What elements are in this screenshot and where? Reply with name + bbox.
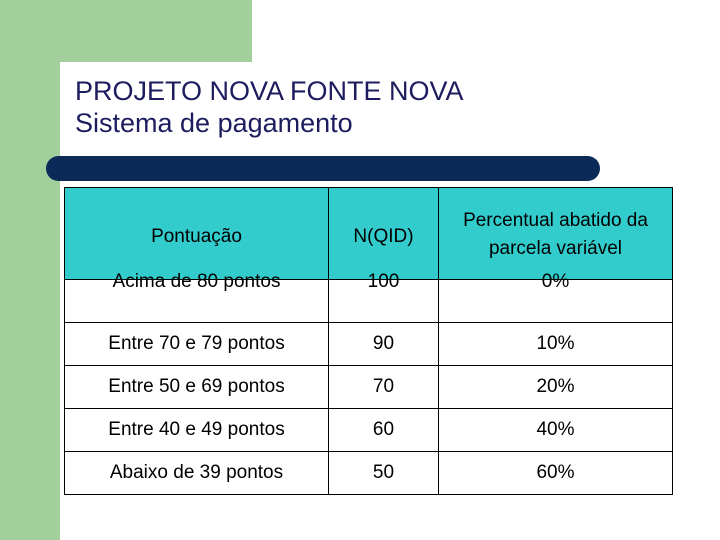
cell-percentual: 20% <box>439 366 673 409</box>
cell-nqid: 70 <box>329 366 439 409</box>
table-row <box>65 409 673 452</box>
cell-nqid: 100 <box>329 280 439 323</box>
table-row <box>65 366 673 409</box>
slide-title-line-1: PROJETO NOVA FONTE NOVA <box>75 76 464 106</box>
cell-nqid: 50 <box>329 452 439 495</box>
header-percentual: Percentual abatido da parcela variável <box>439 188 673 280</box>
left-accent-bar <box>0 0 60 540</box>
cell-percentual: 40% <box>439 409 673 452</box>
cell-nqid: 90 <box>329 323 439 366</box>
slide-title <box>75 75 464 139</box>
cell-pontuacao: Entre 40 e 49 pontos <box>65 409 329 452</box>
title-divider-bar <box>46 156 600 181</box>
cell-pontuacao: Entre 50 e 69 pontos <box>65 366 329 409</box>
table-row <box>65 323 673 366</box>
cell-percentual: 10% <box>439 323 673 366</box>
table-row <box>65 452 673 495</box>
cell-pontuacao: Entre 70 e 79 pontos <box>65 323 329 366</box>
cell-pontuacao: Acima de 80 pontos <box>65 280 329 323</box>
cell-percentual: 60% <box>439 452 673 495</box>
table-header-row <box>65 188 673 280</box>
payment-table <box>64 187 673 495</box>
cell-nqid: 60 <box>329 409 439 452</box>
cell-pontuacao: Abaixo de 39 pontos <box>65 452 329 495</box>
header-pontuacao: Pontuação <box>65 188 329 280</box>
slide-title-line-2: Sistema de pagamento <box>75 108 353 138</box>
cell-percentual: 0% <box>439 280 673 323</box>
header-nqid: N(QID) <box>329 188 439 280</box>
table-row <box>65 280 673 323</box>
top-accent-block <box>60 0 252 62</box>
